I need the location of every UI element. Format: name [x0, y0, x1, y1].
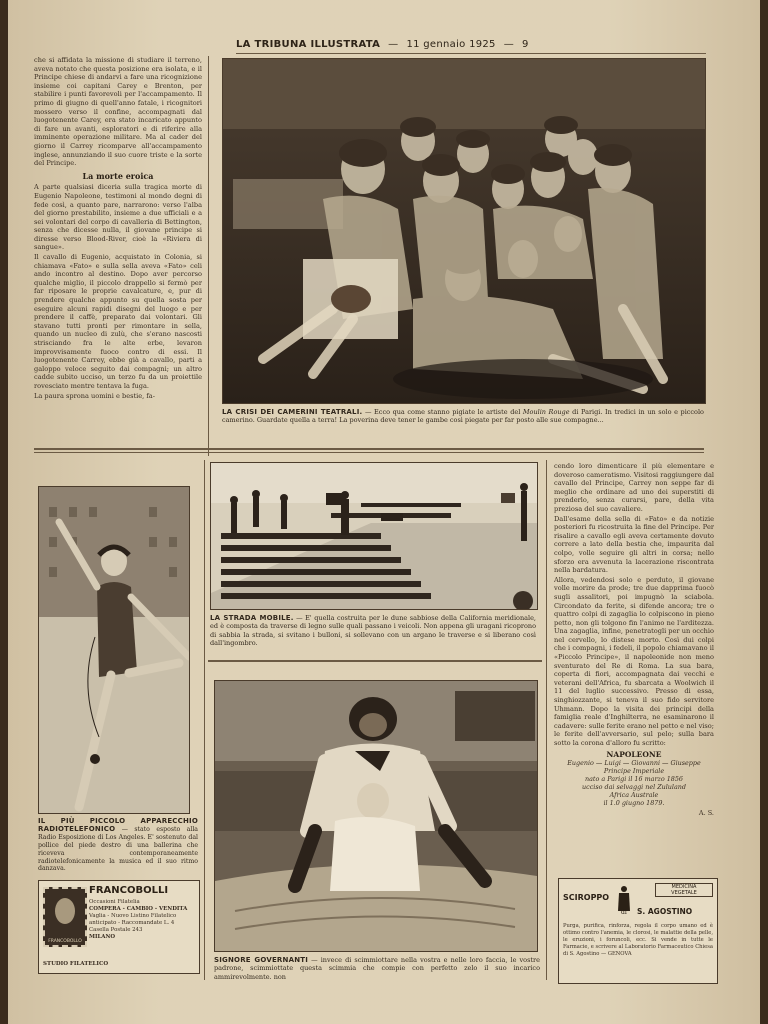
section-subhead: La morte eroica — [82, 170, 154, 181]
left-paragraph: A parte qualsiasi diceria sulla tragica morte di Eugenio Napoleone, testimoni al mondo degni di fede così, a quanto pare, narrarono: verso l'alba del giorno prestabilito, insieme a due ufficiali e a sei volontari del corpo di cavalleria di Bettington, senza che dicesse nulla, il giovane principe si diresse verso Blood-River, cioè la «Riviera di sangue». — [34, 183, 202, 252]
syrup-advertisement: SCIROPPO di S. AGOSTINO MEDICINA VEGETALE Purga, purifica, rinforza, regola il corpo umano ed è ottimo contro l'anemia, le clorosi, le malattie della pelle, le eruzioni, i foruncoli, ecc. Si vende in tutte le Farmacie, e scrivere al Laboratorio Farmaceutico Chiesa di S. Agostino — GENOVA — [558, 878, 718, 984]
section-divider — [34, 448, 704, 450]
caption-title: LA STRADA MOBILE. — [210, 614, 294, 622]
section-divider — [208, 660, 542, 662]
dressing-room-photo — [222, 58, 706, 404]
newspaper-page — [8, 0, 760, 1024]
moving-road-photo — [210, 462, 538, 610]
moving-road-caption: LA STRADA MOBILE. — E' quella costruita per le dune sabbiose della California meridionale, ed è composta da traverse di legno sulle quali passano i veicoli. Non appena gli uragani ricoprono di sabbia la strada, si svitano i bulloni, si sollevano con un argano le traverse e si liberano così dall'ingombro. — [210, 614, 536, 648]
article-author: A. S. — [698, 809, 714, 818]
syrup-ad-title: SCIROPPO — [563, 893, 610, 902]
stamps-ad-title: FRANCOBOLLI — [89, 885, 169, 896]
caption-title: LA CRISI DEI CAMERINI TEATRALI. — [222, 408, 363, 416]
radio-dancer-caption: IL PIÙ PICCOLO APPARECCHIO RADIOTELEFONICO — stato esposto alla Radio Esposizione di Los Angeles. E' sostenuto dal pollice del piede destro di una ballerina che riceveva contemporaneamente radiotelefonicamente la musica ed il suo ritmo danzava. — [38, 817, 198, 873]
postage-stamp-icon: FRANCOBOLLO — [43, 887, 87, 947]
stamps-advertisement: FRANCOBOLLO FRANCOBOLLI Occasioni Filatelia COMPERA - CAMBIO - VENDITA Vaglia - Nuovo Listino Filatelico anticipato - Raccomandate L. 4 Casella Postale 243 MILANO STUDIO FILATELICO — [38, 880, 200, 974]
column-divider — [546, 460, 547, 980]
left-paragraph: La paura sprona uomini e bestie, fa- — [34, 391, 155, 400]
dressing-room-image — [223, 59, 705, 403]
right-paragraph: Allora, vedendosi solo e perduto, il giovane volle morire da prode; tre due dapprima fuocò sugli assalitori, poi impugnò la sciabola. Circondato da ferite, si difende ancora; tre o quattro colpi di zagaglia lo colpiscono in pieno petto, non gli tolgono fin l'animo ne l'arditezza. Una zagaglia, infine, penetratogli per un occhio nel cervello, lo distese morto. Così dui colpi che i compagni, i fedeli, il popolo chiamavano il «Piccolo Principe», il napoleonide non meno sventurato del Re di Roma. La sua bara, coperta di fiori, accompagnata dai vecchi e veterani dell'Africa, fu sbarcata a Woolwich il 11 del luglio successivo. Presso di essa, singhiozzante, si teneva il suo fido servitore Uhmann. Dopo la visita dei principi della famiglia reale d'Inghilterra, ne esaminarono il cadavere: sulle ferite erano nel petto e nel viso; le ferite dell'avversario, sul pelo; sulla bara sotto la corona d'alloro fu scritto: — [554, 575, 714, 747]
chimp-governess-caption: SIGNORE GOVERNANTI — invece di scimmiottare nella vostra e nelle loro faccia, le vostre padrone, scimmiottate questa scimmia che compie con perfetto zelo il suo incarico ammirevolmente. non — [214, 956, 540, 981]
right-paragraph: Dall'esame della sella di «Fato» e da notizie posteriori fu ricostruita la fine del Principe. Per risalire a cavallo egli aveva certamente dovuto correre a lato della bestia che, impaurita dal colpo, volle seguire gli altri in corsa; nello sforzo era avvenuta la lacerazione riscontrata nella bardatura. — [554, 514, 714, 575]
section-divider-thin — [34, 452, 704, 453]
radio-dancer-photo — [38, 486, 190, 814]
caption-title: SIGNORE GOVERNANTI — [214, 956, 309, 964]
vegetable-medicine-badge: MEDICINA VEGETALE — [655, 883, 713, 897]
masthead-rule — [236, 53, 706, 54]
radio-dancer-image — [39, 487, 189, 813]
chimp-governess-photo — [214, 680, 538, 952]
epitaph-name: NAPOLEONE — [606, 749, 662, 759]
masthead-page-number: 9 — [522, 38, 529, 50]
left-article-column — [34, 56, 202, 458]
masthead-title: LA TRIBUNA ILLUSTRATA — [236, 38, 381, 50]
column-divider — [204, 460, 205, 980]
caption-title: IL PIÙ PICCOLO APPARECCHIO RADIOTELEFONICO — [38, 817, 198, 833]
right-article-column: cendo loro dimenticare il più elementare e doveroso cameratismo. Visitosi raggiungere dal cavallo del Principe, Carrey non seppe far di meglio che ordinare ad uno dei superstiti di prenderlo, senza curarsi, pare, della vita preziosa del suo cavaliere. Dall'esame della sella di «Fato» e da notizie posteriori fu ricostruita la fine del Principe. Per risalire a cavallo egli aveva certamente dovuto correre a lato della bestia che, impaurita dal colpo, volle seguire gli altri in corsa; nello sforzo era avvenuta la lacerazione riscontrata nella bardatura. Allora, vedendosi solo e perduto, il giovane volle morire da prode; tre due dapprima fuocò sugli assalitori, poi impugnò la sciabola. Circondato da ferite, si difende ancora; tre o quattro colpi di zagaglia lo colpiscono in pieno petto, non gli tolgono fin l'animo ne l'arditezza. Una zagaglia, infine, penetratogli per un occhio nel cervello, lo distese morto. Così dui colpi che i compagni, i fedeli, il popolo chiamavano il «Piccolo Principe», il napoleonide non meno sventurato del Re di Roma. La sua bara, coperta di fiori, accompagnata dai vecchi e veterani dell'Africa, fu sbarcata a Woolwich il 11 del luglio successivo. Presso di essa, singhiozzante, si teneva il suo fido servitore Uhmann. Dopo la visita dei principi della famiglia reale d'Inghilterra, ne esaminarono il cadavere: sulle ferite erano nel petto e nel viso; le ferite dell'avversario, sul pelo; sulla bara sotto la corona d'alloro fu scritto: NAPOLEONE Eugenio — Luigi — Giovanni — Giuseppe Principe Imperiale nato a Parigi il 16 marzo 1856 ucciso dai selvaggi nel Zululand Africa Australe il 1.0 giugno 1879. A. S. — [554, 462, 714, 818]
column-divider — [208, 56, 209, 456]
syrup-ad-body: Purga, purifica, rinforza, regola il corpo umano ed è ottimo contro l'anemia, le clorosi, le malattie della pelle, le eruzioni, i foruncoli, ecc. Si vende in tutte le Farmacie, e scrivere al Laboratorio Farmaceutico Chiesa di S. Agostino — GENOVA — [563, 923, 713, 957]
dressing-room-caption: LA CRISI DEI CAMERINI TEATRALI. — Ecco qua come stanno pigiate le artiste del Moulin Rouge di Parigi. In tredici in un solo e piccolo camerino. Guardate quella a terra! La poverina deve tener le gambe così piegate per far posto alle sue compagne... — [222, 408, 704, 425]
chimp-governess-image — [215, 681, 537, 951]
masthead-date: 11 gennaio 1925 — [406, 38, 496, 50]
masthead: LA TRIBUNA ILLUSTRATA — 11 gennaio 1925 — 9 — [236, 38, 529, 50]
left-paragraph: Il cavallo di Eugenio, acquistato in Colonia, si chiamava «Fato» e sulla sella aveva «Fato» celi ando incontro al destino. Dopo aver percorso qualche miglio, il piccolo drappello si fermò per far riposare le proprie cavalcature, e, pur di prendere qualche appunto su quella sosta per eseguire alcuni rapidi disegni del luogo e per prendere il caffè, preparato dai volontari. Gli stavano tutti pronti per rimontare in sella, quando un nucleo di zulù, che s'erano nascosti strisciando fra le alte erbe, levaron improvvisamente fuoco contro di essi. Il luogotenente Carrey, ebbe già a cavallo, parti a galoppo veloce seguito dai compagni; un altro cadde subito ucciso, un terzo fu da un proiettile rovesciato mentre tentava la fuga. — [34, 253, 202, 390]
right-paragraph: cendo loro dimenticare il più elementare e doveroso cameratismo. Visitosi raggiungere dal cavallo del Principe, Carrey non seppe far di meglio che ordinare ad uno dei superstiti di prenderlo, senza curarsi, pare, della vita preziosa del suo cavaliere. — [554, 462, 714, 513]
left-paragraph: che si affidata la missione di studiare il terreno, aveva notato che questa posizione era isolata, e il Principe chiese di andarvi a fare una ricognizione insieme coi capitani Carey e Brenton, per stabilire i punti favorevoli per l'accampamento. Il primo di giugno di quell'anno fatale, i ricognitori mossero verso il confine, accompagnati dal luogotenente Carey, era stato incaricato appunto di fare un avanti, esploratori e di riferire alla imminente operazione militare. Ma al cader del giorno il Carrey ricomparve all'accampamento inglese, annunziando il suo cuore triste e la sorte del Principe. — [34, 56, 202, 168]
saint-figure-icon — [617, 885, 631, 911]
moving-road-image — [211, 463, 537, 609]
